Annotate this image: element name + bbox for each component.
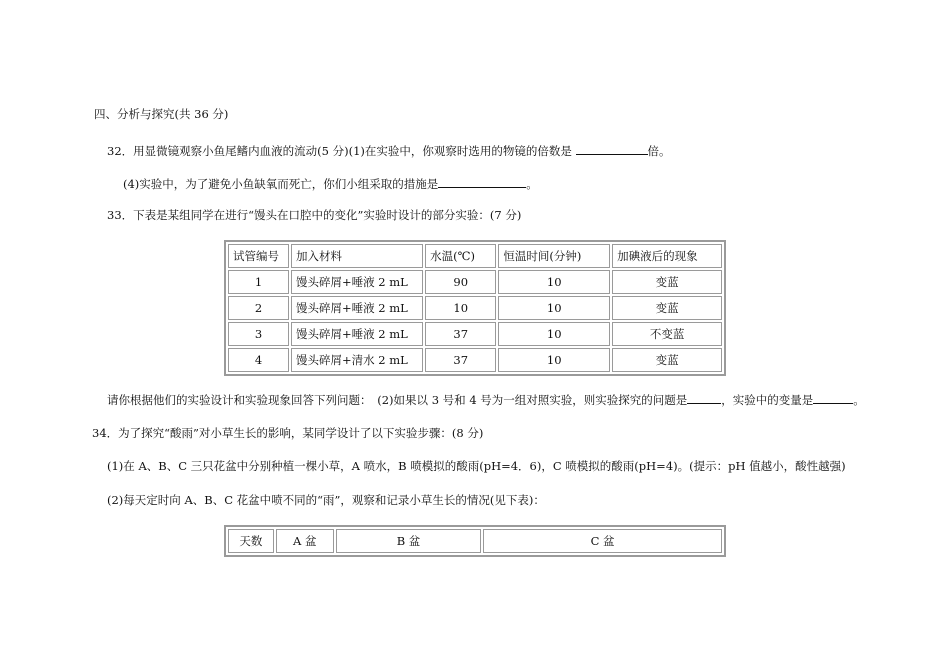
- question-32-suffix-1: 倍。: [647, 144, 671, 158]
- table-header-cell: 水温(℃): [425, 244, 496, 268]
- question-32-line-2: [123, 175, 538, 192]
- table-cell: 馒头碎屑+唾液 2 mL: [291, 322, 423, 346]
- question-33-text-3: 。: [853, 393, 865, 407]
- table-header-cell: C 盆: [483, 529, 722, 553]
- table-cell: 馒头碎屑+清水 2 mL: [291, 348, 423, 372]
- table-row: [228, 296, 722, 320]
- table-header-cell: 加入材料: [291, 244, 423, 268]
- table-header-cell: A 盆: [276, 529, 334, 553]
- table-cell: 变蓝: [612, 296, 722, 320]
- answer-blank-32-4[interactable]: [438, 175, 526, 188]
- table-row: [228, 270, 722, 294]
- question-32-text-1: 32．用显微镜观察小鱼尾鳍内血液的流动(5 分)(1)在实验中，你观察时选用的物镜的倍数是: [107, 144, 576, 158]
- table-cell: 2: [228, 296, 289, 320]
- table-row: [228, 322, 722, 346]
- question-32-text-2: (4)实验中，为了避免小鱼缺氧而死亡，你们小组采取的措施是: [123, 177, 439, 191]
- table-header-cell: B 盆: [336, 529, 481, 553]
- table-cell: 馒头碎屑+唾液 2 mL: [291, 296, 423, 320]
- table-header-row: [228, 529, 722, 553]
- question-32-line-1: [107, 142, 671, 159]
- table-header-cell: 恒温时间(分钟): [498, 244, 610, 268]
- question-33-text-1: 请你根据他们的实验设计和实验现象回答下列问题： (2)如果以 3 号和 4 号为一组对照实验，则实验探究的问题是: [107, 393, 688, 407]
- table-cell: 10: [498, 296, 610, 320]
- table-cell: 变蓝: [612, 270, 722, 294]
- table-header-cell: 天数: [228, 529, 274, 553]
- table-cell: 10: [498, 322, 610, 346]
- question-34-intro: 34．为了探究“酸雨”对小草生长的影响，某同学设计了以下实验步骤：(8 分): [92, 426, 484, 440]
- table-cell: 4: [228, 348, 289, 372]
- question-34-step-2: (2)每天定时向 A、B、C 花盆中喷不同的“雨”，观察和记录小草生长的情况(见下表)：: [107, 493, 545, 507]
- table-cell: 37: [425, 348, 496, 372]
- table-cell: 37: [425, 322, 496, 346]
- table-header-cell: 加碘液后的现象: [612, 244, 722, 268]
- table-cell: 3: [228, 322, 289, 346]
- question-32-suffix-2: 。: [526, 177, 538, 191]
- table-cell: 90: [425, 270, 496, 294]
- section-heading: 四、分析与探究(共 36 分): [94, 107, 229, 121]
- table-row: [228, 348, 722, 372]
- table-cell: 10: [498, 348, 610, 372]
- experiment-table-33: [224, 240, 726, 376]
- answer-blank-32-1[interactable]: [576, 142, 648, 155]
- table-cell: 变蓝: [612, 348, 722, 372]
- question-34-step-1: (1)在 A、B、C 三只花盆中分别种植一棵小草，A 喷水，B 喷模拟的酸雨(pH=4．6)，C 喷模拟的酸雨(pH=4)。(提示：pH 值越小，酸性越强): [107, 459, 846, 473]
- table-cell: 不变蓝: [612, 322, 722, 346]
- table-cell: 馒头碎屑+唾液 2 mL: [291, 270, 423, 294]
- answer-blank-33-problem[interactable]: [687, 391, 721, 404]
- table-cell: 10: [425, 296, 496, 320]
- answer-blank-33-variable[interactable]: [813, 391, 853, 404]
- table-cell: 10: [498, 270, 610, 294]
- table-cell: 1: [228, 270, 289, 294]
- table-header-row: [228, 244, 722, 268]
- question-33-prompt: [107, 391, 865, 408]
- question-33-text-2: ，实验中的变量是: [721, 393, 814, 407]
- observation-table-34: [224, 525, 726, 557]
- table-header-cell: 试管编号: [228, 244, 289, 268]
- question-33-intro: 33．下表是某组同学在进行“馒头在口腔中的变化”实验时设计的部分实验：(7 分): [107, 208, 522, 222]
